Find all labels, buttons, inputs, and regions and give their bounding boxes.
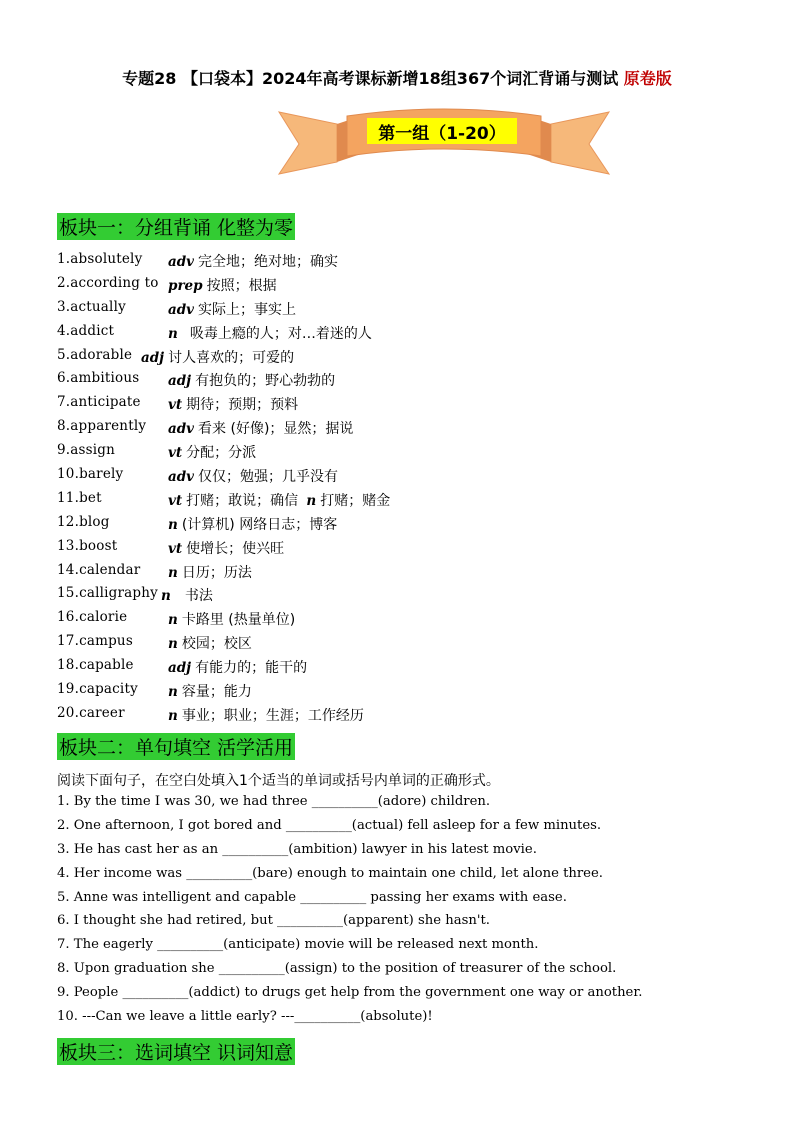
- sentence-item: 6. I thought she had retired, but __________(apparent) she hasn't.: [57, 913, 490, 929]
- vocab-meaning: 使增长；使兴旺: [186, 540, 285, 557]
- vocab-word: 18.capable: [57, 657, 134, 674]
- vocab-word: 7.anticipate: [57, 394, 141, 411]
- vocab-word: 13.boost: [57, 537, 118, 554]
- vocab-row: [57, 321, 757, 345]
- vocab-row: [57, 560, 757, 584]
- vocab-row: [57, 512, 757, 536]
- vocab-word: 8.apparently: [57, 418, 147, 435]
- sentence-item: 1. By the time I was 30, we had three __________(adore) children.: [57, 794, 491, 809]
- vocab-pos: adv: [168, 421, 195, 438]
- vocab-pos: n: [161, 588, 171, 605]
- vocab-word: 5.adorable: [57, 346, 133, 363]
- section-1-heading: 板块一：分组背诵 化整为零: [57, 213, 295, 240]
- title-version: 原卷版: [623, 69, 672, 88]
- vocab-meaning: 容量；能力: [181, 684, 252, 701]
- document-title: [0, 66, 794, 89]
- vocab-row: [57, 655, 757, 679]
- vocab-pos: adj: [168, 373, 192, 390]
- vocab-meaning: 书法: [184, 588, 213, 605]
- vocab-word: 1.absolutely: [57, 251, 143, 267]
- vocab-word: 19.capacity: [57, 681, 138, 698]
- vocab-word: 17.campus: [57, 633, 133, 650]
- vocab-pos: vt: [168, 445, 183, 462]
- vocab-word: 11.bet: [57, 489, 102, 506]
- vocab-word: 10.barely: [57, 466, 124, 483]
- vocab-pos: adv: [168, 469, 195, 486]
- vocab-pos: adj: [168, 660, 192, 677]
- vocab-row: [57, 273, 757, 297]
- vocab-word: 2.according to: [57, 274, 159, 291]
- vocab-row: [57, 583, 757, 607]
- sentence-item: 3. He has cast her as an __________(ambition) lawyer in his latest movie.: [57, 841, 537, 857]
- vocab-meaning: 吸毒上瘾的人；对…着迷的人: [189, 325, 372, 342]
- vocab-pos: vt: [168, 540, 183, 557]
- vocab-meaning: 有抱负的；野心勃勃的: [195, 373, 336, 390]
- vocab-pos: n: [168, 636, 178, 653]
- vocab-meaning-2: 打赌；赌金: [320, 492, 391, 509]
- vocab-pos: adj: [141, 349, 165, 366]
- ribbon-left-tail: [279, 112, 337, 174]
- vocab-meaning: 实际上；事实上: [198, 301, 297, 318]
- vocab-pos: adv: [168, 301, 195, 318]
- vocab-word: 14.calendar: [57, 561, 141, 578]
- vocab-pos: vt: [168, 397, 183, 414]
- vocab-pos: adv: [168, 254, 195, 270]
- sentence-item: 4. Her income was __________(bare) enough to maintain one child, let alone three.: [57, 865, 603, 881]
- section-3-heading: 板块三：选词填空 识词知意: [57, 1038, 295, 1065]
- vocab-row: [57, 249, 757, 273]
- sentence-item: 8. Upon graduation she __________(assign) to the position of treasurer of the school.: [57, 961, 617, 977]
- vocab-pos: n: [168, 516, 178, 533]
- vocab-pos: n: [168, 612, 178, 629]
- vocab-meaning: 看来 (好像)；显然；据说: [198, 421, 354, 438]
- vocab-row: [57, 488, 757, 512]
- vocab-meaning: 讨人喜欢的；可爱的: [168, 349, 295, 366]
- vocab-word: 6.ambitious: [57, 370, 140, 387]
- vocab-word: 9.assign: [57, 442, 116, 459]
- sentence-item: 10. ---Can we leave a little early? ---__________(absolute)!: [57, 1009, 433, 1025]
- vocab-word: 16.calorie: [57, 609, 128, 626]
- vocab-row: [57, 703, 757, 727]
- vocab-meaning: 有能力的；能干的: [195, 660, 308, 677]
- section-2-heading: 板块二：单句填空 活学活用: [57, 733, 295, 760]
- exercise-instruction: 阅读下面句子，在空白处填入1个适当的单词或括号内单词的正确形式。: [57, 773, 500, 789]
- vocab-meaning: 卡路里 (热量单位): [181, 612, 296, 629]
- vocab-pos: n: [168, 564, 178, 581]
- vocab-row: [57, 679, 757, 703]
- vocab-pos: prep: [168, 277, 203, 294]
- vocab-row: [57, 536, 757, 560]
- vocab-word: 20.career: [57, 704, 125, 721]
- sentence-item: 7. The eagerly __________(anticipate) movie will be released next month.: [57, 937, 539, 953]
- vocab-row: [57, 440, 757, 464]
- group-label: 第一组（1-20）: [367, 118, 517, 144]
- sentence-item: 9. People __________(addict) to drugs get help from the government one way or another.: [57, 985, 643, 1001]
- vocab-meaning: 事业；职业；生涯；工作经历: [181, 707, 364, 724]
- vocab-meaning: 按照；根据: [206, 277, 277, 294]
- vocab-word: 15.calligraphy: [57, 585, 158, 602]
- vocab-pos-2: n: [306, 492, 317, 509]
- vocab-pos: n: [168, 684, 178, 701]
- vocab-row: [57, 607, 757, 631]
- vocab-row: [57, 368, 757, 392]
- vocab-pos: vt: [168, 492, 183, 509]
- vocab-pos: n: [168, 707, 178, 724]
- vocab-meaning: 打赌；敢说；确信: [186, 492, 299, 509]
- vocab-meaning: 完全地；绝对地；确实: [198, 254, 339, 270]
- vocab-meaning: 日历；历法: [181, 564, 252, 581]
- vocab-list: [57, 249, 757, 727]
- vocab-row: [57, 416, 757, 440]
- vocab-meaning: 仅仅；勉强；几乎没有: [198, 469, 339, 486]
- vocab-word: 4.addict: [57, 322, 115, 339]
- sentence-item: 5. Anne was intelligent and capable __________ passing her exams with ease.: [57, 889, 567, 905]
- vocab-word: 12.blog: [57, 513, 110, 530]
- vocab-meaning: 分配；分派: [186, 445, 257, 462]
- vocab-meaning: (计算机) 网络日志；博客: [181, 516, 338, 533]
- sentence-list: [57, 794, 757, 1033]
- sentence-item: 2. One afternoon, I got bored and __________(actual) fell asleep for a few minutes.: [57, 817, 602, 833]
- vocab-row: [57, 345, 757, 369]
- vocab-row: [57, 297, 757, 321]
- ribbon-right-tail: [551, 112, 609, 174]
- vocab-meaning: 期待；预期；预料: [186, 397, 299, 414]
- vocab-row: [57, 464, 757, 488]
- vocab-pos: n: [168, 325, 178, 342]
- vocab-meaning: 校园；校区: [181, 636, 252, 653]
- vocab-row: [57, 631, 757, 655]
- vocab-row: [57, 392, 757, 416]
- title-main: 专题28 【口袋本】2024年高考课标新增18组367个词汇背诵与测试: [122, 69, 619, 88]
- vocab-word: 3.actually: [57, 298, 126, 315]
